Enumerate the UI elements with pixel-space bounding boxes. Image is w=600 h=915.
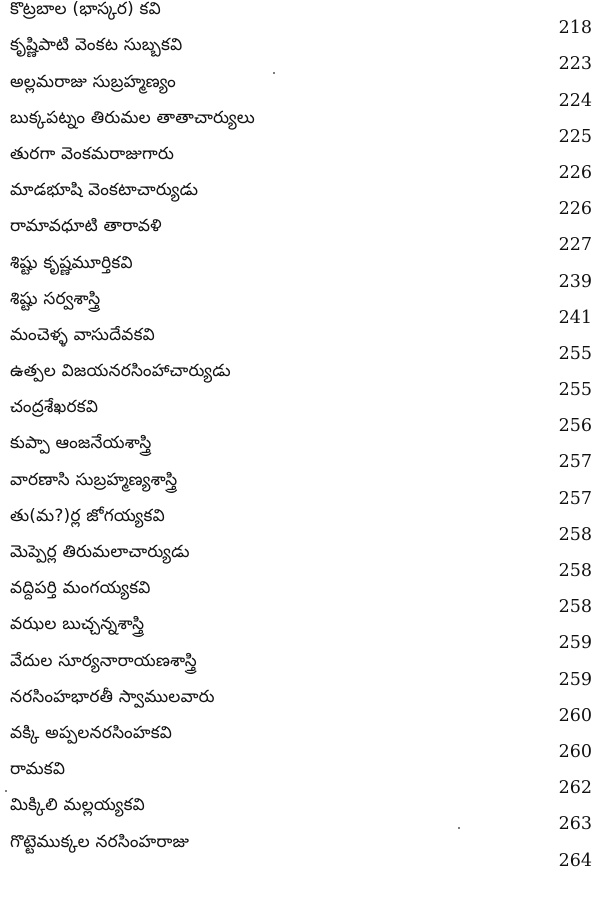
entry-page-number: 260 (558, 705, 592, 726)
entry-title: కొట్రబాల (భాస్కర) కవి (10, 0, 161, 20)
entry-page-number: 218 (558, 18, 592, 39)
entry-title: బుక్కపట్నం తిరుమల తాతాచార్యులు (10, 107, 255, 128)
entry-page-number: 225 (558, 126, 592, 147)
entry-title: తురగా వెంకమరాజుగారు (10, 143, 175, 164)
entry-page-number: 259 (558, 633, 592, 654)
entry-page-number: 226 (558, 199, 592, 220)
entry-title: కృష్ణిపాటి వెంకట సుబ్బకవి (10, 35, 183, 56)
entry-page-number: 258 (558, 561, 592, 581)
entry-title: చంద్రశేఖరకవి (10, 397, 99, 418)
entry-page-number: 262 (558, 778, 592, 799)
list-item (0, 831, 600, 872)
entry-title: కుప్పా ఆంజనేయశాస్త్రి (10, 433, 152, 454)
entry-page-number: 226 (558, 162, 592, 183)
entry-page-number: 257 (558, 452, 592, 473)
entry-page-number: 223 (558, 54, 592, 75)
entry-title: వేదుల సూర్యనారాయణశాస్త్రి (10, 650, 197, 671)
entry-title: రామావధూటి తారావళి (10, 216, 162, 237)
entry-title: తు(మ?)ర్ల జోగయ్యకవి (10, 505, 165, 526)
entry-title: ఉత్పల విజయనరసింహాచార్యుడు (10, 361, 231, 382)
entry-page-number: 263 (558, 814, 592, 835)
entry-page-number: 239 (558, 271, 592, 292)
scan-speck (458, 827, 460, 829)
entry-title: మాడభూషి వెంకటాచార్యుడు (10, 180, 199, 201)
entry-title: మెప్పెర్ల తిరుమలాచార్యుడు (10, 542, 190, 562)
entry-title: నరసింహభారతీ స్వాములవారు (10, 686, 215, 707)
entry-page-number: 241 (558, 307, 592, 328)
entry-title: గొట్టెముక్కల నరసింహరాజు (10, 831, 190, 852)
entry-page-number: 255 (558, 343, 592, 364)
entry-page-number: 255 (558, 380, 592, 401)
entry-page-number: 258 (558, 597, 592, 618)
entry-title: వక్కి అప్పలనరసింహకవి (10, 722, 173, 743)
entry-page-number: 259 (558, 669, 592, 690)
scan-speck (273, 72, 275, 74)
entry-title: వద్దిపర్తి మంగయ్యకవి (10, 578, 151, 599)
entry-page-number: 256 (558, 416, 592, 437)
entry-title: వారణాసి సుబ్రహ్మణ్యశాస్త్రి (10, 469, 178, 490)
entry-title: అల్లమరాజు సుబ్రహ్మణ్యం (10, 71, 176, 92)
entry-title: రామకవి (10, 759, 66, 780)
entry-title: మంచెళ్ళ వాసుదేవకవి (10, 324, 155, 345)
entry-title: శిష్టు సర్వశాస్త్రి (10, 288, 101, 309)
entry-title: శిష్టు కృష్ణమూర్తికవి (10, 252, 133, 273)
entry-page-number: 264 (558, 850, 592, 871)
entry-page-number: 257 (558, 488, 592, 509)
entry-page-number: 258 (558, 524, 592, 545)
entry-title: మిక్కిలి మల్లయ్యకవి (10, 795, 145, 816)
scan-speck (5, 790, 7, 792)
list-item (0, 722, 600, 764)
entry-page-number: 224 (558, 90, 592, 111)
entry-page-number: 260 (558, 741, 592, 762)
entry-title: వఝల బుచ్చన్నశాస్త్రి (10, 614, 145, 635)
entry-page-number: 227 (558, 235, 592, 256)
